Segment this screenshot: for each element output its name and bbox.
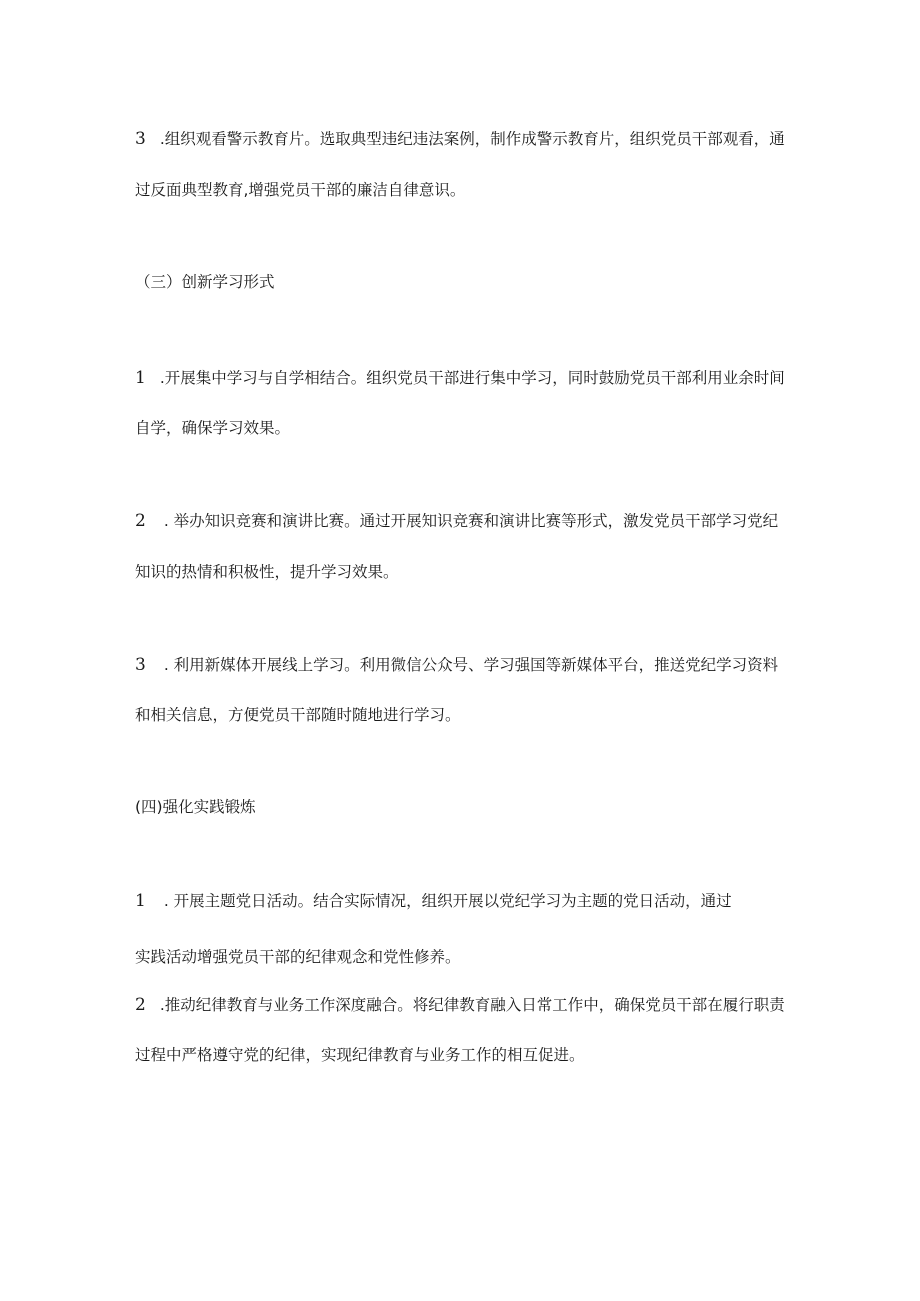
section-heading-practice [135,797,256,817]
item-1-centralized-study-continued [135,418,290,438]
item-3-warning-film [135,129,785,149]
item-3-new-media-continued [135,705,461,725]
item-number: 3 [135,655,146,675]
item-3-warning-film-continued [135,180,465,200]
item-1-centralized-study [135,368,785,388]
item-2-discipline-integration [135,995,785,1015]
item-text: .组织观看警示教育片。选取典型违纪违法案例，制作成警示教育片，组织党员干部观看，通 [159,130,785,148]
item-number: 2 [135,995,146,1015]
item-text-continued: 过程中严格遵守党的纪律，实现纪律教育与业务工作的相互促进。 [135,1046,585,1064]
item-text: .开展集中学习与自学相结合。组织党员干部进行集中学习，同时鼓励党员干部利用业余时间 [159,369,785,387]
item-2-discipline-integration-continued [135,1045,585,1065]
section-heading: (四)强化实践锻炼 [135,798,256,816]
item-2-knowledge-contest [135,511,778,531]
item-text-continued: 和相关信息，方便党员干部随时随地进行学习。 [135,706,461,724]
item-number: 3 [135,129,146,149]
item-text-continued: 自学，确保学习效果。 [135,419,291,437]
item-2-knowledge-contest-continued [135,562,399,582]
item-text-continued: 实践活动增强党员干部的纪律观念和党性修养。 [135,948,461,966]
section-heading-innovate-learning [135,272,275,292]
item-text-continued: 知识的热情和积极性，提升学习效果。 [135,563,399,581]
item-3-new-media [135,655,778,675]
item-text: . 开展主题党日活动。结合实际情况，组织开展以党纪学习为主题的党日活动，通过 [163,892,732,910]
item-number: 1 [135,368,146,388]
item-number: 2 [135,511,146,531]
item-text: . 利用新媒体开展线上学习。利用微信公众号、学习强国等新媒体平台，推送党纪学习资料 [163,656,779,674]
item-number: 1 [135,891,146,911]
item-1-theme-party-day-continued [135,947,461,967]
item-text-continued: 过反面典型教育,增强党员干部的廉洁自律意识。 [135,181,466,199]
item-1-theme-party-day [135,891,732,911]
section-heading: （三）创新学习形式 [135,273,275,291]
item-text: .推动纪律教育与业务工作深度融合。将纪律教育融入日常工作中，确保党员干部在履行职责 [159,996,785,1014]
item-text: . 举办知识竞赛和演讲比赛。通过开展知识竞赛和演讲比赛等形式，激发党员干部学习党纪 [163,512,779,530]
